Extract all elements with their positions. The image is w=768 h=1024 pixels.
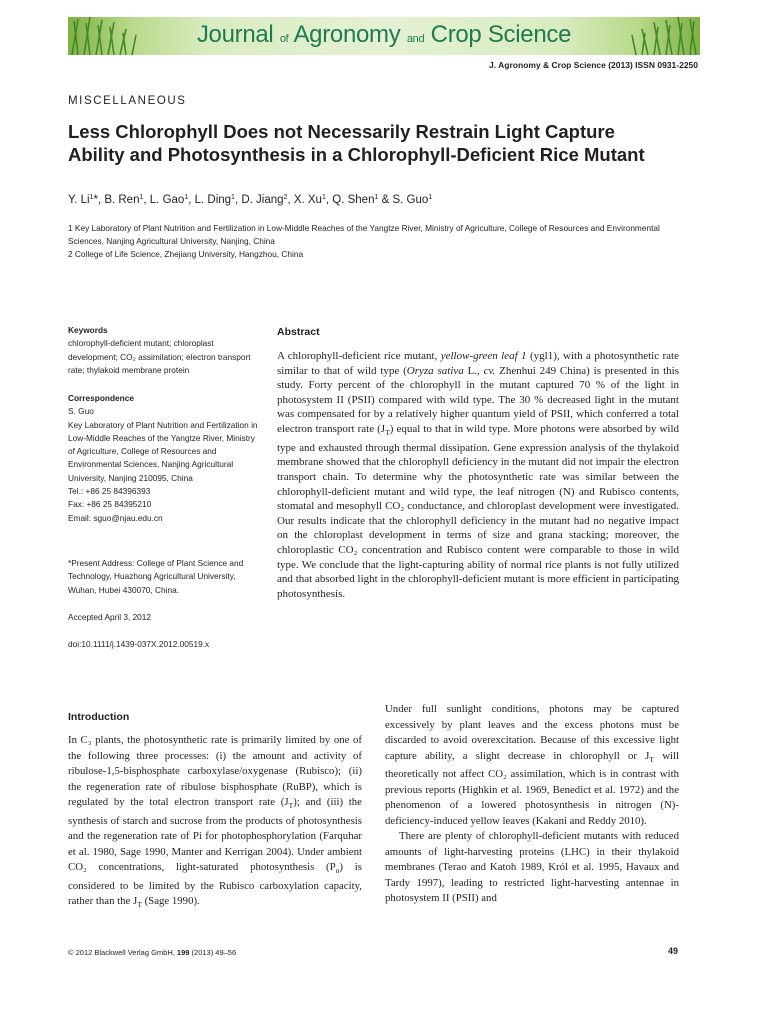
author-name: D. Jiang (241, 194, 284, 206)
section-label: MISCELLANEOUS (68, 95, 187, 107)
correspondence-address: Key Laboratory of Plant Nutrition and Fertilization in Low-Middle Reaches of the Yangtze River, Ministry of Agriculture, College of Resources and Environmental Sciences, Nanjing Agricultural University, Nanjing 210095, China (68, 419, 258, 483)
correspondence-fax: Fax: +86 25 84395210 (68, 499, 152, 510)
introduction-heading: Introduction (68, 711, 130, 723)
author-affiliation-mark: 1 (231, 194, 235, 201)
author-name: Y. Li (68, 194, 90, 206)
footer-copyright: © 2012 Blackwell Verlag GmbH, 199 (2013) 49–56 (68, 948, 237, 957)
correspondence-name: S. Guo (68, 406, 94, 417)
author-affiliation-mark: 1 (139, 194, 144, 201)
introduction-column-2 (385, 702, 679, 907)
author-affiliation-mark: 1 (428, 194, 433, 201)
author-list: Y. Li$^1$*, B. Ren$^1$, L. Gao$^1$, L. Ding$^1$, D. Jiang$^2$, X. Xu$^1$, Q. Shen$^1$ & S. Guo$^1$ (68, 194, 433, 206)
author-name: B. Ren (104, 194, 140, 206)
author-affiliation-mark: 1 (321, 194, 326, 201)
journal-banner (68, 17, 700, 55)
introduction-column-1: In C₃ plants, the photosynthetic rate is primarily limited by one of the following three processes: (i) the amount and activity of ribulose-1,5-bisphosphate carboxylase/oxygenase (Rubisco); (ii) the regeneration rate of ribulose bisphosphate (RuBP), which is regulated by the total electron transport rate $(J_T)$; and (iii) the synthesis of starch and sucrose from the products of photosynthesis and the regeneration rate of Pi for photophosphorylation (Farquhar et al. 1980, Sage 1990, Manter and Kerrigan 2004). Under ambient CO₂ concentrations, light-saturated photosynthesis $(P_n)$ is considered to be limited by the Rubisco carboxylation capacity, rather than the $J_T$ (Sage 1990). (68, 734, 362, 910)
abstract-text: A chlorophyll-deficient rice mutant, yellow-green leaf 1 (ygl1), with a photosynthetic rate similar to that of wild type (Oryza sativa L., cv. Zhenhui 249 China) is presented in this study. Forty percent of the chlorophyll in the mutant captured 70 % of the light in photosystem II (PSII) compared with wild type. The 30 % decreased light in the mutant was compensated for by a relatively higher quantum yield of PSII, which conferred a total electron transport rate $(J_T)$ equal to that in wild type. More photons were absorbed by wild type and exhausted through thermal dissipation. Gene expression analysis of the thylakoid membrane showed that the chlorophyll deficiency in the mutant did not impair the electron transport chain. To determine why the photosynthetic rate was similar between the chlorophyll-deficient mutant and wild type, the leaf nitrogen (N) and Rubisco contents, stomatal and mesophyll CO₂ conductance, and chloroplast development were investigated. Our results indicate that the chlorophyll deficiency in the mutant had no negative impact on the chloroplast development in terms of size and grana stacking; moreover, the chloroplastic CO₂ concentration and Rubisco content were comparable to those in wild type. We conclude that the light-capturing ability of normal rice plants is not fully utilized and that absorbed light in the chlorophyll-deficient mutant is more efficient in participating photosynthesis. (277, 350, 679, 600)
grass-decoration-right (610, 17, 700, 55)
correspondence-tel: Tel.: +86 25 84396393 (68, 486, 151, 497)
author-name: L. Gao (149, 194, 185, 206)
abstract-heading: Abstract (277, 326, 320, 338)
keywords-text: chlorophyll-deficient mutant; chloroplast development; CO₂ assimilation; electron transport rate; thylakoid membrane protein (68, 338, 251, 375)
correspondence-email: Email: sguo@njau.edu.cn (68, 512, 163, 523)
correspondence-block (68, 392, 258, 525)
paragraph: There are plenty of chlorophyll-deficient mutants with reduced amounts of light-harvesting proteins (LHC) in their thylakoid membranes (Terao and Katoh 1989, Król et al. 1995, Havaux and Tardy 1997), leading to restricted light-harvesting antennae in photosystem II (PSII) and (385, 830, 679, 905)
author-affiliation-mark: 2 (283, 194, 288, 201)
affiliation-1: 1 Key Laboratory of Plant Nutrition and Fertilization in Low-Middle Reaches of the Yangtze River, Ministry of Agriculture, College of Resources and Environmental Sciences, Nanjing Agricultural University, Nanjing, China (68, 223, 660, 246)
present-address: *Present Address: College of Plant Science and Technology, Huazhong Agricultural University, Wuhan, Hubei 430070, China. (68, 558, 244, 595)
author-name: X. Xu (293, 194, 322, 206)
author-name: Q. Shen (332, 194, 375, 206)
affiliation-2: 2 College of Life Science, Zhejiang University, Hangzhou, China (68, 249, 304, 259)
keywords-heading: Keywords (68, 325, 108, 335)
journal-title: Journal of Agronomy and Crop Science (196, 21, 572, 48)
correspondence-heading: Correspondence (68, 393, 134, 403)
author-name: S. Guo (392, 194, 429, 206)
article-title: Less Chlorophyll Does not Necessarily Restrain Light Capture Ability and Photosynthesis in a Chlorophyll-Deficient Rice Mutant (68, 121, 645, 165)
author-name: L. Ding (194, 194, 232, 206)
keywords-block (68, 324, 258, 377)
paragraph: Under full sunlight conditions, photons may be captured excessively by plant leaves and the excess photons must be discarded to avoid overexcitation. Because of this excessive light capture ability, a slight decrease in chlorophyll or $J_T$ will theoretically not affect CO₂ assimilation, which is in contrast with previous reports (Highkin et al. 1969, Benedict et al. 1972) and the phenomenon of a lowered photosynthesis in nitrogen (N)-deficiency-induced yellow leaves (Kakani and Reddy 2010). (385, 703, 679, 827)
author-affiliation-mark: 1 (89, 194, 94, 201)
page-number: 49 (667, 946, 678, 956)
journal-reference: J. Agronomy & Crop Science (2013) ISSN 0931-2250 (489, 60, 698, 70)
doi: doi:10.1111/j.1439-037X.2012.00519.x (68, 639, 210, 649)
author-affiliation-mark: 1 (374, 194, 379, 201)
accepted-date: Accepted April 3, 2012 (68, 612, 152, 622)
author-affiliation-mark: 1 (184, 194, 189, 201)
